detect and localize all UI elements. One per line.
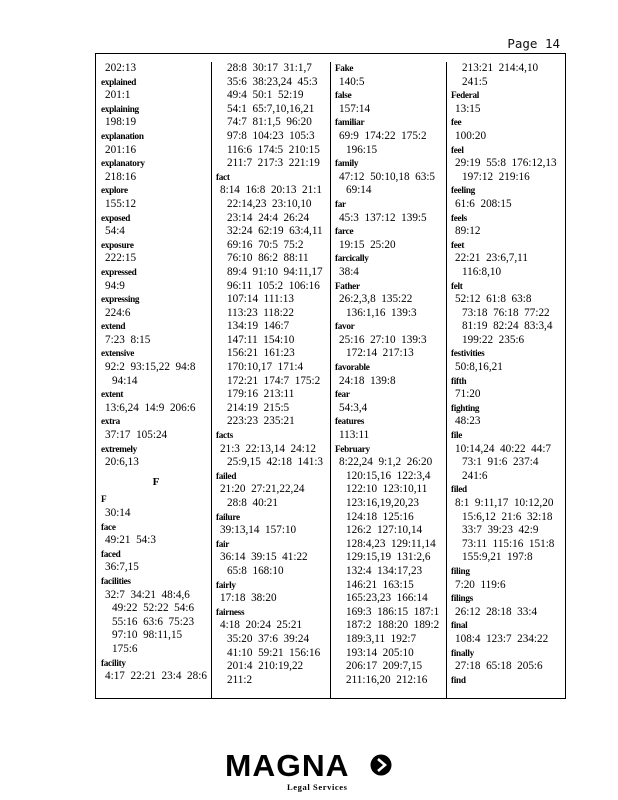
index-term: favor <box>335 321 355 332</box>
page-line-reference: 61:6 208:15 <box>455 197 512 210</box>
page-line-reference: 89:12 <box>455 225 481 238</box>
page-line-reference: 38:4 <box>339 265 359 278</box>
index-column-1 <box>101 62 211 684</box>
page-line-reference: 74:7 81:1,5 96:20 <box>227 116 312 129</box>
page-line-reference: 218:16 <box>105 170 137 183</box>
page-line-reference: 123:16,19,20,23 <box>346 497 420 509</box>
page-line-reference: 172:21 174:7 175:2 <box>227 374 321 387</box>
page-line-reference: 28:8 30:17 31:1,7 <box>227 62 312 74</box>
page-line-reference: 47:12 50:10,18 63:5 <box>339 170 436 183</box>
index-term: fair <box>216 538 230 549</box>
page-line-reference: 241:5 <box>462 75 488 88</box>
page-line-reference: 156:21 161:23 <box>227 347 295 360</box>
page-line-reference: 54:3,4 <box>339 401 368 414</box>
index-term: Father <box>335 280 360 291</box>
page-line-reference: 25:16 27:10 139:3 <box>339 333 427 346</box>
page-line-reference: 155:12 <box>105 197 137 210</box>
index-term: feels <box>451 212 467 223</box>
index-term: feel <box>451 144 464 155</box>
page-line-reference: 94:14 <box>112 374 138 387</box>
page-line-reference: 13:15 <box>455 102 481 115</box>
page-line-reference: 196:15 <box>346 143 378 156</box>
page-line-reference: 25:9,15 42:18 141:3 <box>227 456 324 469</box>
page-line-reference: 97:10 98:11,15 <box>112 629 183 642</box>
page-line-reference: 193:14 205:10 <box>346 646 414 659</box>
page-line-reference: 213:21 214:4,10 <box>462 62 539 74</box>
page-line-reference: 4:18 20:24 25:21 <box>220 619 303 632</box>
index-term: filing <box>451 565 470 576</box>
page-line-reference: 19:15 25:20 <box>339 238 396 251</box>
page-line-reference: 198:19 <box>105 116 137 129</box>
index-term: fifth <box>451 375 467 386</box>
page-line-reference: 170:10,17 171:4 <box>227 361 304 374</box>
page-line-reference: 122:10 123:10,11 <box>346 483 428 496</box>
page-line-reference: 222:15 <box>105 252 137 265</box>
index-term: explaining <box>101 103 139 114</box>
page-line-reference: 73:11 115:16 151:8 <box>462 537 555 550</box>
page-line-reference: 113:11 <box>339 429 370 442</box>
page-line-reference: 4:17 22:21 23:4 28:6 <box>105 670 207 683</box>
index-frame <box>95 53 566 699</box>
index-term: explore <box>101 185 128 196</box>
page-line-reference: 7:23 8:15 <box>105 333 151 346</box>
page-line-reference: 175:6 <box>112 642 138 655</box>
index-term: F <box>101 494 107 505</box>
page-line-reference: 71:20 <box>455 388 481 401</box>
page-line-reference: 89:4 91:10 94:11,17 <box>227 265 323 278</box>
page-line-reference: 23:14 24:4 26:24 <box>227 211 310 224</box>
page-line-reference: 7:20 119:6 <box>455 578 506 591</box>
index-term: felt <box>451 280 463 291</box>
index-term: February <box>335 443 370 454</box>
section-letter: F <box>152 475 160 488</box>
page-line-reference: 134:19 146:7 <box>227 320 290 333</box>
page-line-reference: 140:5 <box>339 75 365 88</box>
page-line-reference: 116:8,10 <box>462 265 502 278</box>
index-term: familiar <box>335 117 365 128</box>
index-term: fairly <box>216 579 236 590</box>
page-line-reference: 136:1,16 139:3 <box>346 306 417 319</box>
index-term: Fake <box>335 63 354 73</box>
index-term: Federal <box>451 90 480 101</box>
page-line-reference: 8:22,24 9:1,2 26:20 <box>339 456 433 469</box>
page-line-reference: 39:13,14 157:10 <box>220 524 297 537</box>
page-line-reference: 211:16,20 212:16 <box>346 673 428 686</box>
column-divider <box>211 62 212 698</box>
page-line-reference: 35:6 38:23,24 45:3 <box>227 75 318 88</box>
page-line-reference: 69:14 <box>346 184 372 197</box>
page-line-reference: 8:1 9:11,17 10:12,20 <box>455 497 554 509</box>
page-line-reference: 10:14,24 40:22 44:7 <box>455 442 552 455</box>
index-term: find <box>451 674 466 685</box>
page-line-reference: 155:9,21 197:8 <box>462 551 533 564</box>
index-term: extensive <box>101 348 135 359</box>
index-term: failed <box>216 470 237 481</box>
page-line-reference: 20:6,13 <box>105 456 139 469</box>
page-line-reference: 27:18 65:18 205:6 <box>455 660 543 673</box>
page-line-reference: 92:2 93:15,22 94:8 <box>105 361 196 374</box>
index-term: features <box>335 416 365 427</box>
logo-wordmark: MAGNA <box>225 748 350 783</box>
column-divider <box>330 62 331 698</box>
page-line-reference: 50:8,16,21 <box>455 361 503 374</box>
page-line-reference: 29:19 55:8 176:12,13 <box>455 157 557 170</box>
page-line-reference: 8:14 16:8 20:13 21:1 <box>220 184 322 197</box>
index-term: feeling <box>451 185 475 196</box>
page-line-reference: 49:21 54:3 <box>105 534 156 547</box>
index-term: facility <box>101 657 126 668</box>
page-line-reference: 21:20 27:21,22,24 <box>220 483 305 496</box>
page-line-reference: 49:4 50:1 52:19 <box>227 89 304 102</box>
page-line-reference: 37:17 105:24 <box>105 429 168 442</box>
page-line-reference: 116:6 174:5 210:15 <box>227 143 320 156</box>
index-term: exposure <box>101 239 134 250</box>
page-line-reference: 32:7 34:21 48:4,6 <box>105 588 190 601</box>
page-line-reference: 26:2,3,8 135:22 <box>339 293 413 306</box>
page-line-reference: 96:11 105:2 106:16 <box>227 279 320 292</box>
page-line-reference: 189:3,11 192:7 <box>346 632 417 645</box>
index-term: extremely <box>101 443 137 454</box>
page-line-reference: 169:3 186:15 187:1 <box>346 605 440 618</box>
page-line-reference: 108:4 123:7 234:22 <box>455 632 549 645</box>
page-number: Page 14 <box>507 36 560 51</box>
index-term: filings <box>451 593 473 604</box>
page-line-reference: 100:20 <box>455 129 487 142</box>
page-line-reference: 179:16 213:11 <box>227 388 295 401</box>
index-column-4 <box>451 62 563 687</box>
chevron-right-circle-icon <box>370 754 392 776</box>
page-line-reference: 54:4 <box>105 225 125 238</box>
index-term: farce <box>335 226 354 237</box>
index-term: festivities <box>451 348 485 359</box>
index-term: fear <box>335 389 350 400</box>
index-term: fee <box>451 117 462 128</box>
index-column-3 <box>335 62 445 687</box>
page-line-reference: 76:10 86:2 88:11 <box>227 252 309 265</box>
page-line-reference: 48:23 <box>455 415 481 428</box>
page-line-reference: 36:14 39:15 41:22 <box>220 551 308 564</box>
column-divider <box>446 62 447 698</box>
index-term: farcically <box>335 253 369 264</box>
page-line-reference: 69:9 174:22 175:2 <box>339 129 427 142</box>
page-line-reference: 211:2 <box>227 673 253 686</box>
page-line-reference: 52:12 61:8 63:8 <box>455 293 532 306</box>
magna-logo <box>225 748 395 792</box>
index-column-2 <box>216 62 328 687</box>
page-line-reference: 199:22 235:6 <box>462 333 525 346</box>
index-term: explanatory <box>101 158 145 169</box>
page-line-reference: 128:4,23 129:11,14 <box>346 537 436 550</box>
page-line-reference: 49:22 52:22 54:6 <box>112 602 195 615</box>
index-term: family <box>335 158 359 169</box>
page-line-reference: 45:3 137:12 139:5 <box>339 211 427 224</box>
page-line-reference: 172:14 217:13 <box>346 347 414 360</box>
index-term: faced <box>101 548 121 559</box>
index-term: exposed <box>101 212 131 223</box>
index-term: extent <box>101 389 124 400</box>
page-line-reference: 73:18 76:18 77:22 <box>462 306 550 319</box>
page-line-reference: 35:20 37:6 39:24 <box>227 632 310 645</box>
page-line-reference: 54:1 65:7,10,16,21 <box>227 102 315 115</box>
page-line-reference: 41:10 59:21 156:16 <box>227 646 321 659</box>
page-line-reference: 97:8 104:23 105:3 <box>227 129 315 142</box>
page-line-reference: 30:14 <box>105 507 131 519</box>
page-line-reference: 201:16 <box>105 143 137 156</box>
index-term: facilities <box>101 575 131 586</box>
page-line-reference: 69:16 70:5 75:2 <box>227 238 304 251</box>
index-term: feet <box>451 239 465 250</box>
index-term: extend <box>101 321 126 332</box>
page-line-reference: 224:6 <box>105 306 131 319</box>
index-term: extra <box>101 416 120 427</box>
page-line-reference: 147:11 154:10 <box>227 333 295 346</box>
page-line-reference: 107:14 111:13 <box>227 293 294 306</box>
index-term: expressing <box>101 294 140 305</box>
page-line-reference: 206:17 209:7,15 <box>346 660 423 673</box>
page-line-reference: 157:14 <box>339 102 371 115</box>
page-line-reference: 22:14,23 23:10,10 <box>227 197 312 210</box>
page-line-reference: 132:4 134:17,23 <box>346 564 423 577</box>
page-line-reference: 201:4 210:19,22 <box>227 660 304 673</box>
page-line-reference: 197:12 219:16 <box>462 170 530 183</box>
page-line-reference: 81:19 82:24 83:3,4 <box>462 320 553 333</box>
page-line-reference: 33:7 39:23 42:9 <box>462 524 539 537</box>
page-line-reference: 13:6,24 14:9 206:6 <box>105 401 196 414</box>
page-line-reference: 113:23 118:22 <box>227 306 294 319</box>
page-line-reference: 223:23 235:21 <box>227 415 295 428</box>
page-line-reference: 17:18 38:20 <box>220 592 277 605</box>
page-line-reference: 126:2 127:10,14 <box>346 524 423 537</box>
index-term: face <box>101 521 116 532</box>
page-line-reference: 124:18 125:16 <box>346 510 414 523</box>
index-term: fact <box>216 171 230 182</box>
index-term: file <box>451 430 463 441</box>
index-term: facts <box>216 430 233 441</box>
page-line-reference: 201:1 <box>105 89 131 102</box>
page-line-reference: 120:15,16 122:3,4 <box>346 469 431 482</box>
page-line-reference: 15:6,12 21:6 32:18 <box>462 510 553 523</box>
page-line-reference: 202:13 <box>105 62 137 74</box>
page-line-reference: 146:21 163:15 <box>346 578 414 591</box>
index-term: expressed <box>101 266 137 277</box>
page-line-reference: 129:15,19 131:2,6 <box>346 551 431 564</box>
index-term: far <box>335 198 346 209</box>
page-line-reference: 28:8 40:21 <box>227 497 278 509</box>
page-line-reference: 55:16 63:6 75:23 <box>112 615 195 628</box>
logo-subtitle: Legal Services <box>287 782 348 792</box>
index-term: false <box>335 90 352 101</box>
index-term: fighting <box>451 402 480 413</box>
page-line-reference: 241:6 <box>462 469 488 482</box>
page-line-reference: 73:1 91:6 237:4 <box>462 456 539 469</box>
index-term: failure <box>216 511 240 522</box>
index-term: final <box>451 620 468 631</box>
page-line-reference: 94:9 <box>105 279 125 292</box>
page-line-reference: 65:8 168:10 <box>227 564 284 577</box>
index-term: explanation <box>101 130 144 141</box>
page-line-reference: 21:3 22:13,14 24:12 <box>220 442 317 455</box>
page-line-reference: 211:7 217:3 221:19 <box>227 157 320 170</box>
page-line-reference: 187:2 188:20 189:2 <box>346 619 440 632</box>
index-term: explained <box>101 76 137 87</box>
index-term: favorable <box>335 362 370 373</box>
page-line-reference: 26:12 28:18 33:4 <box>455 605 538 618</box>
index-term: filed <box>451 484 467 495</box>
page-line-reference: 36:7,15 <box>105 561 139 574</box>
page-line-reference: 165:23,23 166:14 <box>346 592 428 605</box>
page-line-reference: 24:18 139:8 <box>339 374 396 387</box>
page-line-reference: 32:24 62:19 63:4,11 <box>227 225 323 238</box>
page-line-reference: 214:19 215:5 <box>227 401 290 414</box>
index-term: fairness <box>216 606 245 617</box>
index-term: finally <box>451 647 474 658</box>
page-line-reference: 22:21 23:6,7,11 <box>455 252 528 265</box>
